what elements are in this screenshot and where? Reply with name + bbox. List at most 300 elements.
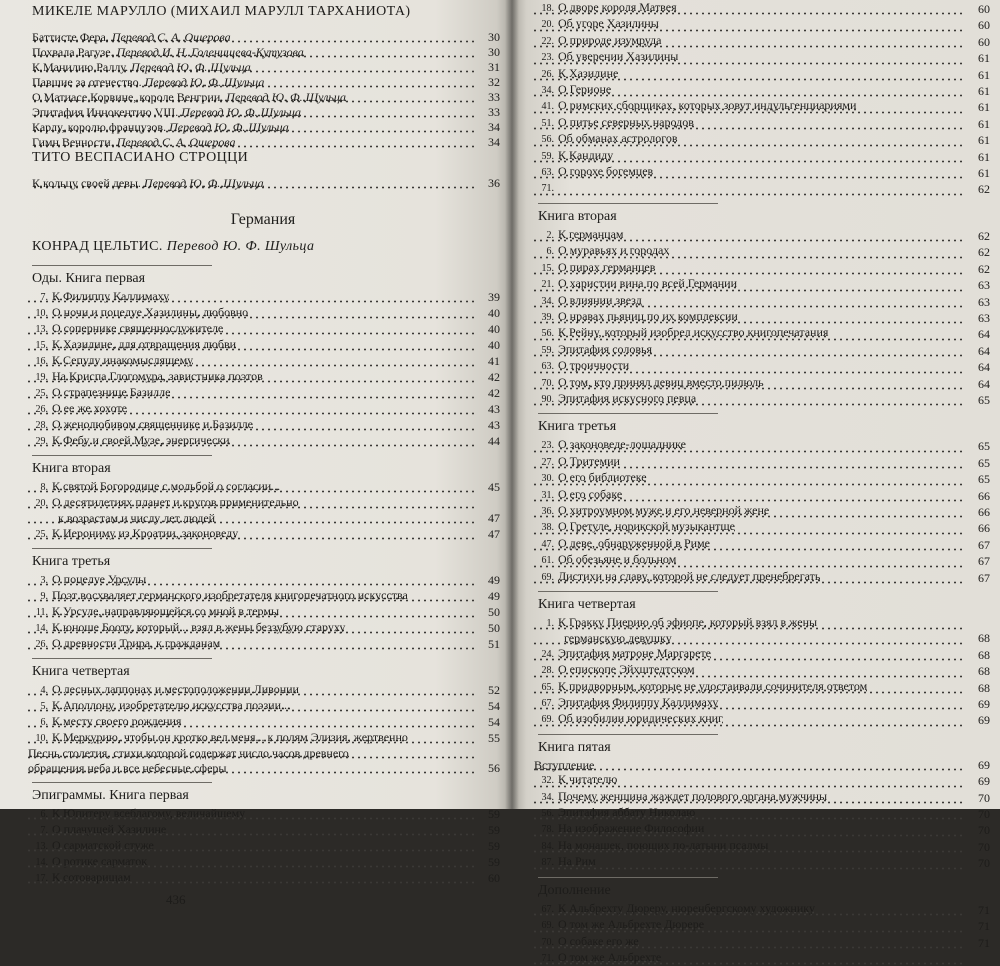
section-heading: Книга третья bbox=[32, 548, 212, 570]
page-number: 65 bbox=[978, 472, 990, 487]
entry-title: О его библиотеке bbox=[558, 470, 647, 485]
toc-entry bbox=[532, 950, 990, 966]
page-number: 61 bbox=[978, 67, 990, 82]
toc-entry bbox=[26, 822, 500, 838]
section-heading: Книга вторая bbox=[32, 455, 212, 477]
page-number: 62 bbox=[978, 228, 990, 243]
entry-text bbox=[32, 60, 476, 75]
entry-number: 13. bbox=[26, 322, 48, 337]
entry-number: 90. bbox=[532, 393, 554, 407]
toc-entry bbox=[26, 511, 500, 526]
page-number: 33 bbox=[488, 105, 500, 119]
toc-entry bbox=[532, 470, 990, 486]
entry-text bbox=[532, 131, 966, 147]
entry-title: О муравьях и городах bbox=[558, 243, 670, 258]
entry-title: Эпитафия матроне Маргарете bbox=[558, 645, 712, 660]
entry-number: 4. bbox=[26, 683, 48, 698]
entry-title: О римских сборщиках, которых зовут индульгенциариями bbox=[558, 98, 857, 113]
toc-entry bbox=[532, 49, 990, 65]
entry-title: О плачущей Хазилине bbox=[52, 822, 167, 836]
entry-title: Эпитафия аббату Николаю bbox=[558, 805, 696, 820]
entry-text bbox=[26, 369, 476, 385]
entry-title: германскую девушку bbox=[564, 631, 672, 646]
page-number: 65 bbox=[978, 455, 990, 470]
entry-title: Эпитафия соловья bbox=[558, 341, 653, 356]
entry-text bbox=[532, 325, 966, 341]
toc-entry bbox=[532, 772, 990, 788]
page-number: 68 bbox=[978, 680, 990, 695]
entry-title: Баттисте Фера. bbox=[32, 30, 109, 44]
toc-entry bbox=[532, 164, 990, 180]
page-number: 40 bbox=[488, 322, 500, 336]
entry-number: 20. bbox=[26, 496, 48, 511]
entry-title: О Гретуле, норикской музыкантше bbox=[558, 519, 735, 534]
toc-entry bbox=[532, 276, 990, 292]
entry-text bbox=[532, 260, 966, 276]
toc-entry bbox=[26, 337, 500, 353]
entry-number: 14. bbox=[26, 855, 48, 870]
entry-text bbox=[532, 917, 966, 933]
section-heading: Книга четвертая bbox=[538, 591, 718, 613]
entry-number: 10. bbox=[26, 306, 48, 321]
toc-entry bbox=[532, 325, 990, 341]
toc-entry bbox=[26, 135, 500, 150]
entry-number: 28. bbox=[26, 418, 48, 433]
entry-text bbox=[532, 16, 966, 32]
entry-number: 47. bbox=[532, 538, 554, 552]
entry-number: 84. bbox=[532, 840, 554, 854]
page-number: 55 bbox=[488, 731, 500, 745]
toc-entry bbox=[26, 289, 500, 305]
entry-title: К Рейну, который изобрел искусство книгопечатания bbox=[558, 325, 829, 340]
page-number: 44 bbox=[488, 434, 500, 448]
translator-credit: Перевод И. Н. Голенищева-Кутузова bbox=[113, 45, 304, 59]
entry-title: Почему женщина жаждет полового органа мужчины bbox=[558, 788, 828, 803]
entry-title: обращения неба и все небесные сферы bbox=[28, 761, 227, 775]
toc-entry bbox=[26, 806, 500, 822]
book-gutter bbox=[505, 0, 519, 809]
entry-title: О пирах германцев bbox=[558, 259, 656, 274]
section-heading: Оды. Книга первая bbox=[32, 265, 212, 287]
toc-entry bbox=[26, 479, 500, 495]
entry-title: О деве, обнаруженной в Риме bbox=[558, 535, 710, 550]
entry-number: 59. bbox=[532, 344, 554, 358]
page-number: 61 bbox=[978, 166, 990, 181]
page-number: 64 bbox=[978, 376, 990, 391]
entry-title: К Манилию Раллу. bbox=[32, 60, 129, 74]
entry-text bbox=[26, 761, 476, 776]
toc-entry bbox=[26, 417, 500, 433]
entry-text bbox=[532, 662, 966, 678]
entry-number: 13. bbox=[26, 839, 48, 854]
page-number: 61 bbox=[978, 149, 990, 164]
entry-number: 70. bbox=[532, 377, 554, 391]
entry-text bbox=[532, 519, 966, 535]
page-number: 50 bbox=[488, 621, 500, 635]
page-number: 64 bbox=[978, 360, 990, 375]
page-number: 69 bbox=[978, 713, 990, 728]
entry-text bbox=[32, 120, 476, 135]
folio-number: 436 bbox=[166, 892, 186, 907]
toc-entry bbox=[532, 227, 990, 243]
entry-title: Похвала Рагузе. bbox=[32, 45, 114, 59]
entry-text bbox=[26, 289, 476, 305]
entry-number: 56. bbox=[532, 327, 554, 341]
entry-title: К читателю bbox=[558, 772, 618, 787]
entry-title: Эпитафия искусного певца bbox=[558, 390, 697, 405]
right-page bbox=[512, 0, 1000, 964]
entry-text bbox=[532, 49, 966, 65]
entry-title: О собаке его же bbox=[558, 933, 639, 948]
page-number: 61 bbox=[978, 100, 990, 115]
entry-text bbox=[532, 838, 966, 854]
toc-entry bbox=[26, 698, 500, 714]
page-number: 71 bbox=[978, 902, 990, 917]
entry-number: 7. bbox=[26, 290, 48, 305]
entry-number: 65. bbox=[532, 681, 554, 695]
entry-title: Гимн Вечности. bbox=[32, 135, 114, 149]
entry-number: 14. bbox=[26, 621, 48, 636]
entry-text bbox=[26, 698, 476, 714]
entry-number: 71. bbox=[532, 952, 554, 966]
toc-entry bbox=[26, 60, 500, 75]
translator-credit: Перевод Ю. Ф. Шульца bbox=[162, 239, 315, 254]
entry-title: О страпезнице Базилле bbox=[52, 385, 171, 399]
section-heading: Книга пятая bbox=[538, 734, 718, 756]
entry-number: 15. bbox=[532, 262, 554, 276]
entry-title: О поцелуе Урсулы bbox=[52, 572, 147, 586]
toc-entry bbox=[26, 321, 500, 337]
page-number: 54 bbox=[488, 715, 500, 729]
entry-text bbox=[532, 470, 966, 486]
entry-title: Об обманах астрологов bbox=[558, 131, 678, 146]
entry-title: О его собаке bbox=[558, 486, 623, 501]
page-number: 70 bbox=[978, 839, 990, 854]
page-number: 41 bbox=[488, 354, 500, 368]
entry-title: На Рим bbox=[558, 854, 596, 869]
entry-title: К Филиппу Каллимаху bbox=[52, 289, 170, 303]
entry-title: О природе изумруда bbox=[558, 32, 662, 47]
entry-number: 6. bbox=[26, 715, 48, 730]
page-number: 39 bbox=[488, 290, 500, 304]
toc-entry bbox=[532, 821, 990, 837]
entry-number: 6. bbox=[532, 245, 554, 259]
toc-entry bbox=[26, 105, 500, 120]
entry-text bbox=[32, 105, 476, 120]
toc-entry bbox=[532, 260, 990, 276]
toc-entry bbox=[532, 854, 990, 870]
page-number: 62 bbox=[978, 182, 990, 197]
entry-text bbox=[532, 646, 966, 662]
entry-title: К Хазилине, для отвращения любви bbox=[52, 337, 237, 351]
entry-number: 69. bbox=[532, 919, 554, 933]
entry-number: 30. bbox=[532, 472, 554, 486]
entry-text bbox=[532, 98, 966, 114]
page-number: 65 bbox=[978, 392, 990, 407]
entry-text bbox=[26, 806, 476, 822]
toc-entry bbox=[26, 746, 500, 761]
entry-title: О лесных лаппонах и местоположении Ливонии bbox=[52, 682, 299, 696]
toc-entry bbox=[532, 917, 990, 933]
section-heading: Дополнение bbox=[538, 877, 718, 899]
page-number: 47 bbox=[488, 511, 500, 525]
page-number: 67 bbox=[978, 570, 990, 585]
page-number: 67 bbox=[978, 537, 990, 552]
entry-text bbox=[532, 0, 966, 16]
country-heading: Германия bbox=[230, 211, 296, 228]
entry-title: О сопернике священнослужителе bbox=[52, 321, 224, 335]
page-number: 60 bbox=[488, 871, 500, 885]
entry-title: К придворным, которые не удостаивали сочинителя ответом bbox=[558, 678, 868, 693]
toc-entry bbox=[26, 495, 500, 511]
toc-entry bbox=[532, 901, 990, 917]
page-number: 32 bbox=[488, 75, 500, 89]
toc-entry bbox=[532, 695, 990, 711]
page-number: 59 bbox=[488, 823, 500, 837]
entry-title: К Хазилине bbox=[558, 65, 619, 80]
entry-title: О епископе Эйхштедтском bbox=[558, 662, 695, 677]
entry-title: К германцам bbox=[558, 226, 624, 241]
toc-entry bbox=[26, 870, 500, 886]
toc-entry bbox=[26, 353, 500, 369]
entry-text bbox=[26, 620, 476, 636]
entry-text bbox=[26, 353, 476, 369]
page-number: 49 bbox=[488, 573, 500, 587]
page-number: 61 bbox=[978, 84, 990, 99]
entry-number: 21. bbox=[532, 278, 554, 292]
toc-entry bbox=[532, 66, 990, 82]
page-number: 30 bbox=[488, 45, 500, 59]
entry-number: 87. bbox=[532, 856, 554, 870]
entry-number: 71. bbox=[532, 182, 554, 196]
entry-text bbox=[32, 75, 476, 90]
entry-number: 26. bbox=[26, 402, 48, 417]
entry-number: 24. bbox=[532, 648, 554, 662]
entry-title: О дворе короля Матвея bbox=[558, 0, 677, 14]
entry-number: 9. bbox=[26, 589, 48, 604]
entry-text bbox=[32, 176, 476, 191]
section-heading: Книга третья bbox=[538, 413, 718, 435]
entry-title: На Криспа Глогомура, завистника поэтов bbox=[52, 369, 263, 383]
translator-credit: Перевод Ю. Ф. Шульца bbox=[141, 75, 265, 89]
entry-text bbox=[26, 433, 476, 449]
page-number: 66 bbox=[978, 504, 990, 519]
toc-entry bbox=[532, 646, 990, 662]
toc-entry bbox=[532, 358, 990, 374]
right-column bbox=[532, 0, 990, 966]
toc-entry bbox=[532, 148, 990, 164]
entry-text bbox=[26, 511, 476, 526]
toc-entry bbox=[26, 401, 500, 417]
page-number: 70 bbox=[978, 823, 990, 838]
toc-entry bbox=[532, 243, 990, 259]
entry-title: К Альбрехту Дюреру, нюренбергскому художнику bbox=[558, 900, 815, 915]
entry-number: 32. bbox=[532, 774, 554, 788]
entry-number: 69. bbox=[532, 571, 554, 585]
entry-text bbox=[532, 901, 966, 917]
entry-number: 29. bbox=[26, 434, 48, 449]
entry-text bbox=[532, 854, 966, 870]
entry-number: 17. bbox=[26, 871, 48, 886]
entry-title: Эпитафия Иннокентию VIII. bbox=[32, 105, 179, 119]
entry-title: Дистихи на славу, которой не следует пренебрегать bbox=[558, 568, 821, 583]
entry-title: К Меркурию, чтобы он кротко вел меня... к полям Элизия, жертвенно bbox=[52, 730, 408, 744]
entry-number: 23. bbox=[532, 439, 554, 453]
page-number: 36 bbox=[488, 176, 500, 190]
entry-number: 31. bbox=[532, 489, 554, 503]
entry-text bbox=[532, 805, 966, 821]
page-number: 69 bbox=[978, 757, 990, 772]
entry-title: На монашек, поющих по-латыни псалмы bbox=[558, 837, 769, 852]
translator-credit: Перевод Ю. Ф. Шульца bbox=[223, 90, 346, 104]
toc-entry bbox=[532, 503, 990, 519]
entry-text bbox=[532, 33, 966, 49]
entry-number: 7. bbox=[26, 823, 48, 838]
entry-text bbox=[26, 588, 476, 604]
translator-credit: Перевод Ю. Ф. Шульца bbox=[166, 120, 289, 134]
entry-text bbox=[532, 934, 966, 950]
page-number: 69 bbox=[978, 697, 990, 712]
page-number: 70 bbox=[978, 856, 990, 871]
entry-number: 63. bbox=[532, 166, 554, 180]
toc-entry bbox=[26, 838, 500, 854]
page-number: 61 bbox=[978, 116, 990, 131]
toc-entry bbox=[26, 305, 500, 321]
toc-entry bbox=[26, 854, 500, 870]
entry-title: Об угоре Хазилины bbox=[558, 16, 659, 31]
entry-text bbox=[532, 82, 966, 98]
entry-text bbox=[532, 536, 966, 552]
toc-entry bbox=[26, 176, 500, 191]
entry-title: к возрастам и числу лет людей bbox=[58, 511, 216, 525]
entry-title: Карлу, королю французов. bbox=[32, 120, 167, 134]
entry-text bbox=[532, 631, 966, 645]
toc-entry bbox=[532, 805, 990, 821]
entry-number: 26. bbox=[532, 68, 554, 82]
left-page bbox=[0, 0, 512, 907]
page-number: 66 bbox=[978, 488, 990, 503]
entry-text bbox=[26, 604, 476, 620]
entry-text bbox=[32, 30, 476, 45]
entry-number: 34. bbox=[532, 84, 554, 98]
entry-title: О женолюбивом священнике и Базилле bbox=[52, 417, 253, 431]
page-number: 59 bbox=[488, 855, 500, 869]
entry-title: О том же Альбрехте Дюрере bbox=[558, 917, 705, 932]
entry-text bbox=[532, 487, 966, 503]
page-number: 42 bbox=[488, 386, 500, 400]
entry-title: На изображение Философии bbox=[558, 821, 705, 836]
entry-number: 10. bbox=[26, 731, 48, 746]
entry-title: О сарматской стуже bbox=[52, 838, 154, 852]
entry-text bbox=[26, 730, 476, 746]
entry-text bbox=[532, 569, 966, 585]
toc-entry bbox=[532, 115, 990, 131]
entry-number: 38. bbox=[532, 521, 554, 535]
page-number: 51 bbox=[488, 637, 500, 651]
entry-text bbox=[532, 454, 966, 470]
toc-entry bbox=[532, 98, 990, 114]
entry-title: К кольцу своей девы. bbox=[32, 176, 141, 190]
entry-text bbox=[532, 437, 966, 453]
entry-number: 5. bbox=[26, 699, 48, 714]
page-number: 68 bbox=[978, 647, 990, 662]
entry-title: Песнь столетия, стихи которой содержат число часов древнего bbox=[28, 746, 349, 760]
page-number: 63 bbox=[978, 278, 990, 293]
entry-text bbox=[532, 180, 966, 196]
toc-entry bbox=[532, 342, 990, 358]
entry-title: О ночи и поцелуе Хазилины, любовно bbox=[52, 305, 249, 319]
entry-text bbox=[532, 552, 966, 568]
entry-text bbox=[532, 276, 966, 292]
entry-title: О Герионе bbox=[558, 82, 612, 97]
entry-text bbox=[26, 838, 476, 854]
entry-text bbox=[532, 342, 966, 358]
page-number: 52 bbox=[488, 683, 500, 697]
entry-number: 23. bbox=[532, 51, 554, 65]
entry-text bbox=[26, 401, 476, 417]
page-number: 69 bbox=[978, 774, 990, 789]
toc-entry bbox=[26, 75, 500, 90]
entry-title: О законоведе-лошаднике bbox=[558, 437, 686, 452]
entry-title: О древности Трира, к гражданам bbox=[52, 636, 221, 650]
translator-credit: Перевод С. А. Ошерова bbox=[108, 30, 231, 44]
entry-title: О питье северных народов bbox=[558, 114, 694, 129]
entry-title: Об обезьяне и больном bbox=[558, 552, 677, 567]
entry-text bbox=[26, 854, 476, 870]
entry-text bbox=[532, 115, 966, 131]
entry-title: О Матиасе Корвине, короле Венгрии. bbox=[32, 90, 224, 104]
page-number: 64 bbox=[978, 343, 990, 358]
entry-number: 56. bbox=[532, 807, 554, 821]
toc-entry bbox=[532, 454, 990, 470]
translator-credit: Перевод С. А. Ошерова bbox=[113, 135, 236, 149]
page-number: 62 bbox=[978, 245, 990, 260]
entry-title: О влиянии звезд bbox=[558, 292, 642, 307]
entry-title: К Гракку Пиерию об эфиопе, который взял в жены bbox=[558, 615, 818, 629]
entry-text bbox=[532, 293, 966, 309]
toc-entry bbox=[532, 437, 990, 453]
page-number: 65 bbox=[978, 439, 990, 454]
entry-number: 16. bbox=[26, 354, 48, 369]
entry-text bbox=[532, 391, 966, 407]
section-heading: Книга четвертая bbox=[32, 658, 212, 680]
entry-title: К Юпитеру всеблагому, величайшему bbox=[52, 806, 246, 820]
toc-entry bbox=[532, 569, 990, 585]
toc-entry bbox=[26, 730, 500, 746]
toc-entry bbox=[26, 636, 500, 652]
entry-title: О ротике сарматок bbox=[52, 854, 148, 868]
entry-title: К сотоварищам bbox=[52, 870, 131, 884]
entry-text bbox=[26, 305, 476, 321]
page-number: 64 bbox=[978, 327, 990, 342]
entry-text bbox=[32, 90, 476, 105]
entry-title: К Кандиду bbox=[558, 147, 614, 162]
entry-title: К Иерониму из Кроатии, законоведу bbox=[52, 526, 239, 540]
entry-title: О хитроумном муже и его неверной жене bbox=[558, 502, 770, 517]
entry-text bbox=[32, 135, 476, 150]
page-number: 63 bbox=[978, 310, 990, 325]
entry-title: О ее же хохоте bbox=[52, 401, 127, 415]
toc-entry bbox=[532, 838, 990, 854]
page-number: 33 bbox=[488, 90, 500, 104]
entry-number: 34. bbox=[532, 791, 554, 805]
entry-number: 34. bbox=[532, 295, 554, 309]
entry-title: Поэт восхваляет германского изобретателя книгопечатного искусства bbox=[52, 588, 408, 602]
translator-credit: Перевод Ю. Ф. Шульца bbox=[128, 60, 251, 74]
entry-text bbox=[532, 66, 966, 82]
page-number: 49 bbox=[488, 589, 500, 603]
entry-text bbox=[26, 321, 476, 337]
